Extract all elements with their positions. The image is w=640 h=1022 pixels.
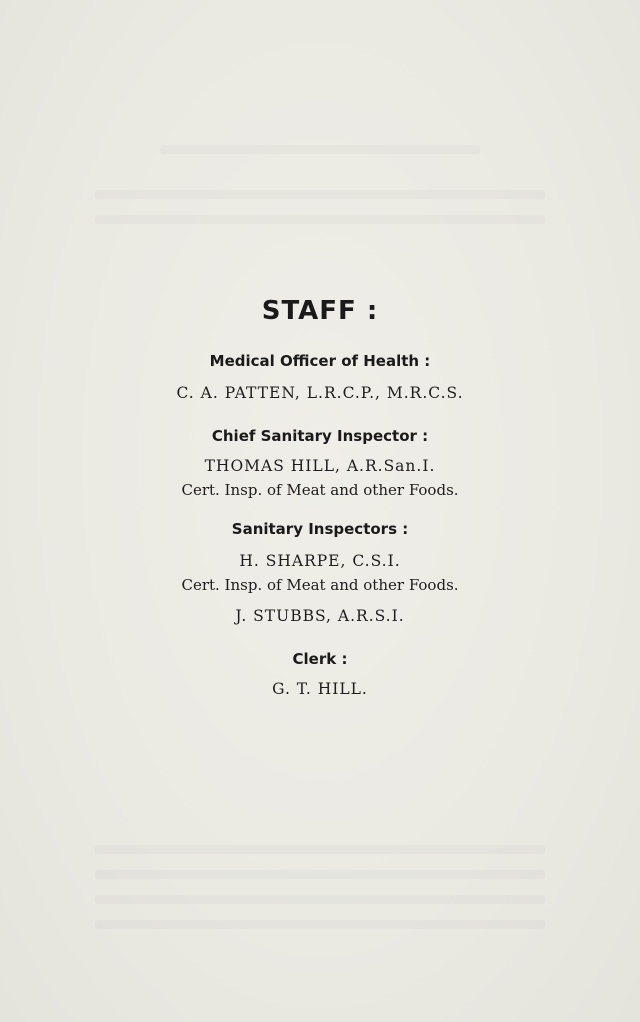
staff-heading: STAFF :: [261, 296, 379, 326]
chief-inspector-certificate: Cert. Insp. of Meat and other Foods.: [181, 481, 459, 499]
role-chief-sanitary-inspector: Chief Sanitary Inspector :: [211, 427, 429, 445]
sanitary-inspector-1-certificate: Cert. Insp. of Meat and other Foods.: [181, 576, 459, 594]
medical-officer-name: C. A. PATTEN, L.R.C.P., M.R.C.S.: [176, 384, 464, 402]
role-clerk: Clerk :: [292, 650, 348, 668]
role-medical-officer: Medical Officer of Health :: [209, 352, 431, 370]
clerk-name: G. T. HILL.: [272, 680, 368, 698]
role-sanitary-inspectors: Sanitary Inspectors :: [231, 520, 409, 538]
sanitary-inspector-2-name: J. STUBBS, A.R.S.I.: [235, 607, 405, 625]
chief-inspector-name: THOMAS HILL, A.R.San.I.: [204, 457, 436, 475]
sanitary-inspector-1-name: H. SHARPE, C.S.I.: [239, 552, 401, 570]
